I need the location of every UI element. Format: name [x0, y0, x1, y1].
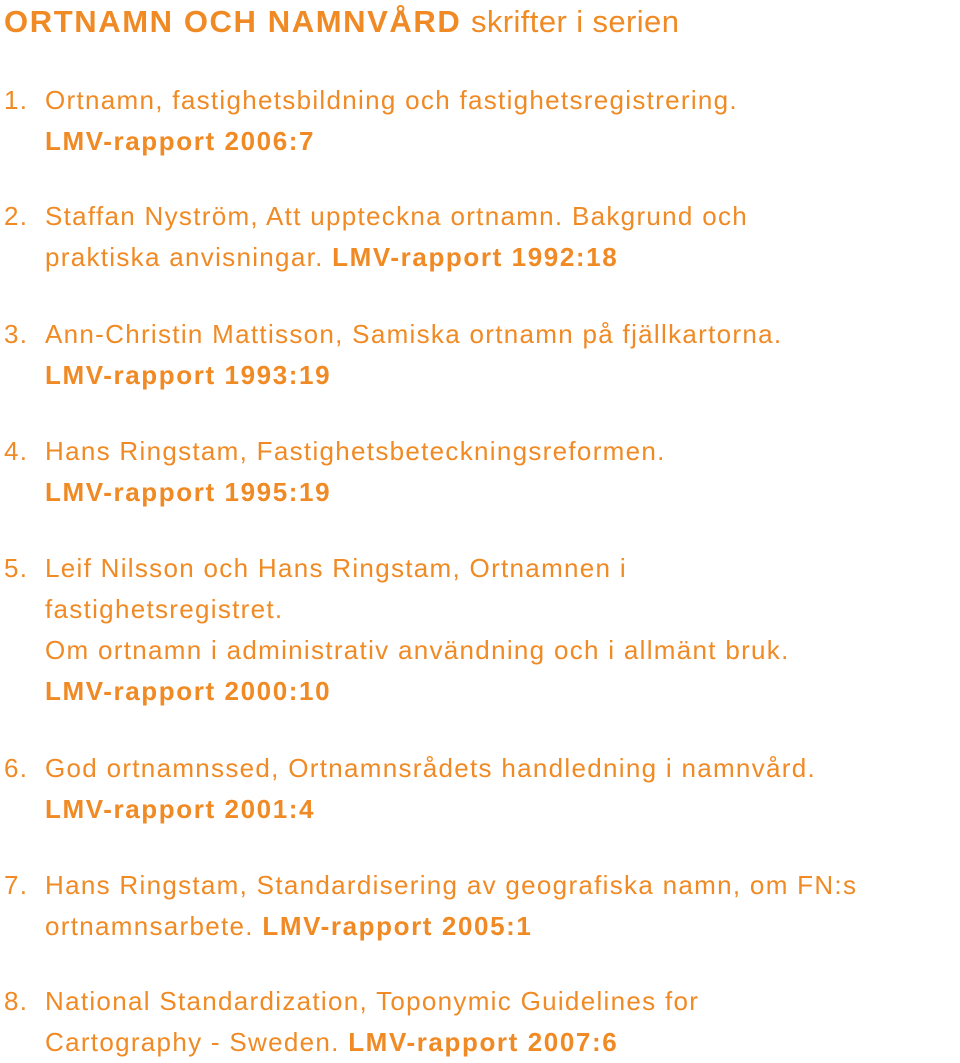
item-number: 8. — [4, 986, 29, 1016]
series-subtitle: skrifter i serien — [470, 4, 680, 39]
item-number: 7. — [4, 870, 29, 900]
item-body — [45, 981, 956, 1063]
item-number: 1. — [4, 85, 29, 115]
item-title: Ann-Christin Mattisson, Samiska ortnamn på fjällkartorna. — [45, 319, 783, 349]
item-body — [45, 314, 956, 396]
item-title: Staffan Nyström, Att uppteckna ortnamn. Bakgrund och — [45, 201, 749, 231]
report-reference: LMV-rapport 1995:19 — [45, 477, 332, 507]
item-number: 5. — [4, 553, 29, 583]
publication-item — [4, 865, 956, 947]
report-reference: LMV-rapport 2007:6 — [348, 1027, 619, 1057]
report-reference: LMV-rapport 2006:7 — [45, 126, 316, 156]
item-body — [45, 748, 956, 830]
item-title-end: praktiska anvisningar. — [45, 242, 324, 272]
item-title: God ortnamnssed, Ortnamnsrådets handledning i namnvård. — [45, 753, 816, 783]
item-title: National Standardization, Toponymic Guidelines for — [45, 986, 700, 1016]
item-body — [45, 80, 956, 162]
item-title: Leif Nilsson och Hans Ringstam, Ortnamnen i — [45, 553, 627, 583]
item-number: 3. — [4, 319, 29, 349]
item-title: Ortnamn, fastighetsbildning och fastighetsregistrering. — [45, 85, 738, 115]
publication-item — [4, 748, 956, 830]
publication-item — [4, 314, 956, 396]
publication-item — [4, 80, 956, 162]
report-reference: LMV-rapport 1993:19 — [45, 360, 332, 390]
item-body — [45, 431, 956, 513]
item-title-end: ortnamnsarbete. — [45, 911, 254, 941]
item-title-end: Cartography - Sweden. — [45, 1027, 340, 1057]
item-title-continuation — [45, 1022, 956, 1063]
item-title-continuation — [45, 237, 956, 278]
item-body — [45, 548, 956, 712]
report-reference: LMV-rapport 1992:18 — [332, 242, 619, 272]
report-reference: LMV-rapport 2001:4 — [45, 794, 316, 824]
item-title: Hans Ringstam, Fastighetsbeteckningsreformen. — [45, 436, 666, 466]
item-title: Hans Ringstam, Standardisering av geografiska namn, om FN:s — [45, 870, 858, 900]
item-body — [45, 196, 956, 278]
item-title-continuation — [45, 906, 956, 947]
series-title: ORTNAMN OCH NAMNVÅRD — [4, 4, 462, 39]
item-number: 6. — [4, 753, 29, 783]
item-body — [45, 865, 956, 947]
item-number: 4. — [4, 436, 29, 466]
publication-item — [4, 431, 956, 513]
publication-item — [4, 548, 956, 712]
item-number: 2. — [4, 201, 29, 231]
item-subtitle: Om ortnamn i administrativ användning och i allmänt bruk. — [45, 635, 790, 665]
report-reference: LMV-rapport 2000:10 — [45, 676, 332, 706]
publication-item — [4, 196, 956, 278]
publication-item — [4, 981, 956, 1063]
item-title-continuation: fastighetsregistret. — [45, 594, 284, 624]
page-title — [4, 3, 679, 41]
report-reference: LMV-rapport 2005:1 — [262, 911, 533, 941]
